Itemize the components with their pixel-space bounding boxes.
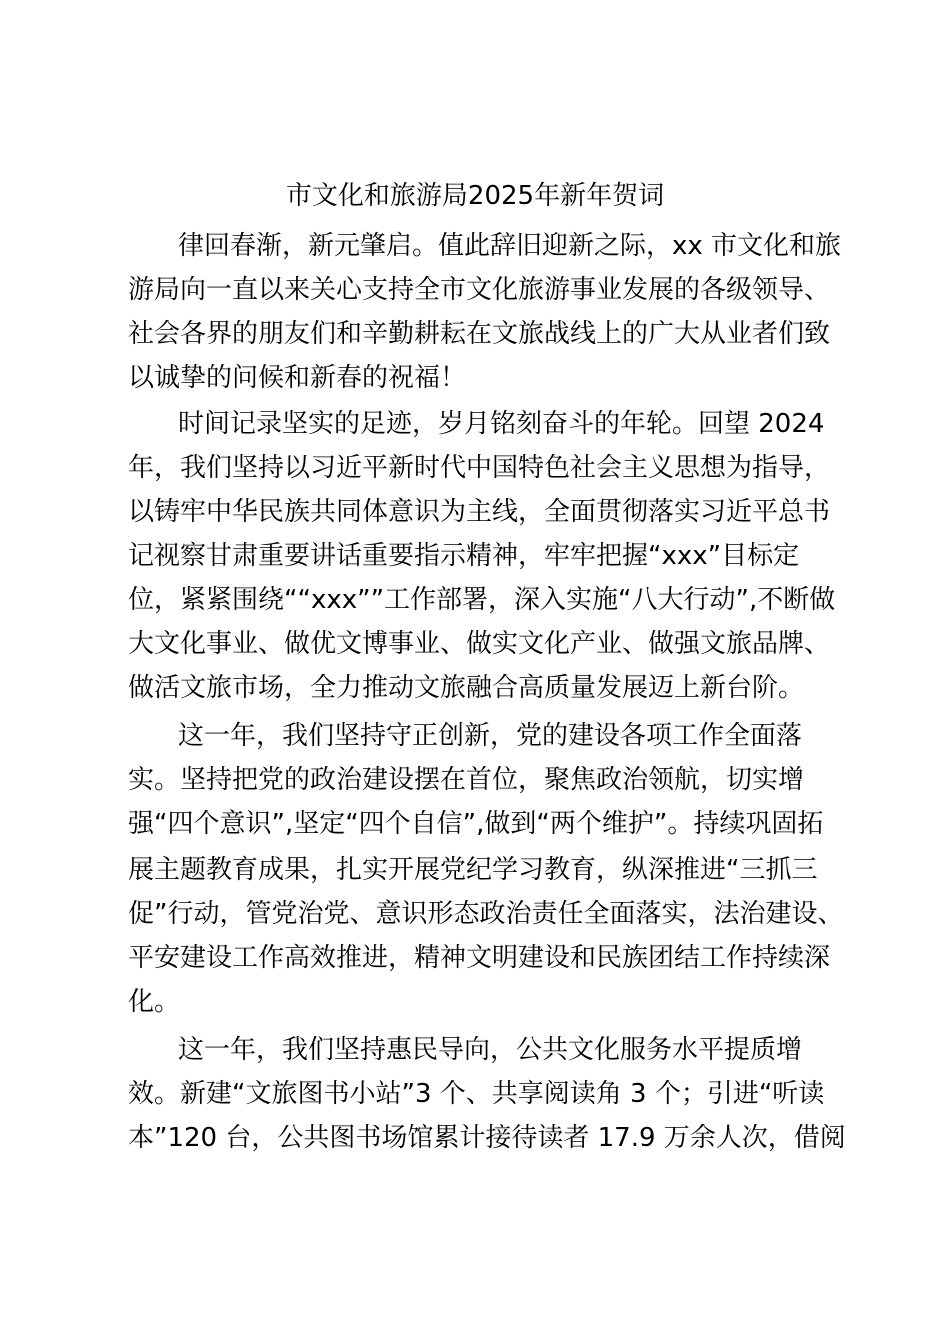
paragraph-1-line-2: 游局向一直以来关心支持全市文化旅游事业发展的各级领导、 [128,275,831,305]
paragraph-3-line-6: 平安建设工作高效推进，精神文明建设和民族团结工作持续深 [128,943,831,973]
paragraph-4-line-1: 这一年，我们坚持惠民导向，公共文化服务水平提质增 [178,1035,803,1065]
paragraph-4-line-3: 本”120 台，公共图书场馆累计接待读者 17.9 万余人次，借阅 [128,1123,846,1153]
paragraph-2-line-3: 以铸牢中华民族共同体意识为主线，全面贯彻落实习近平总书 [128,497,831,527]
paragraph-1-line-3: 社会各界的朋友们和辛勤耕耘在文旅战线上的广大从业者们致 [128,319,831,349]
paragraph-3-line-4: 展主题教育成果，扎实开展党纪学习教育，纵深推进“三抓三 [128,855,818,885]
paragraph-3-line-7: 化。 [128,987,181,1017]
paragraph-3-line-1: 这一年，我们坚持守正创新，党的建设各项工作全面落 [178,721,803,751]
paragraph-2-line-1: 时间记录坚实的足迹，岁月铭刻奋斗的年轮。回望 2024 [178,409,825,439]
paragraph-4-line-2: 效。新建“文旅图书小站”3 个、共享阅读角 3 个；引进“听读 [128,1079,825,1109]
paragraph-2-line-4: 记视察甘肃重要讲话重要指示精神，牢牢把握“xxx”目标定 [128,541,800,571]
paragraph-2-line-6: 大文化事业、做优文博事业、做实文化产业、做强文旅品牌、 [128,629,831,659]
paragraph-2-line-2: 年，我们坚持以习近平新时代中国特色社会主义思想为指导， [128,453,831,483]
paragraph-2-line-7: 做活文旅市场，全力推动文旅融合高质量发展迈上新台阶。 [128,673,805,703]
document-title: 市文化和旅游局2025年新年贺词 [285,181,665,211]
paragraph-1-line-4: 以诚挚的问候和新春的祝福！ [128,363,467,393]
paragraph-3-line-2: 实。坚持把党的政治建设摆在首位，聚焦政治领航，切实增 [128,765,805,795]
paragraph-3-line-3: 强“四个意识”,坚定“四个自信”,做到“两个维护”。持续巩固拓 [128,809,824,839]
paragraph-3-line-5: 促”行动，管党治党、意识形态政治责任全面落实，法治建设、 [128,899,844,929]
paragraph-1-line-1: 律回春渐，新元肇启。值此辞旧迎新之际，xx 市文化和旅 [178,231,842,261]
paragraph-2-line-5: 位，紧紧围绕““xxx””工作部署，深入实施“八大行动”,不断做 [128,585,836,615]
